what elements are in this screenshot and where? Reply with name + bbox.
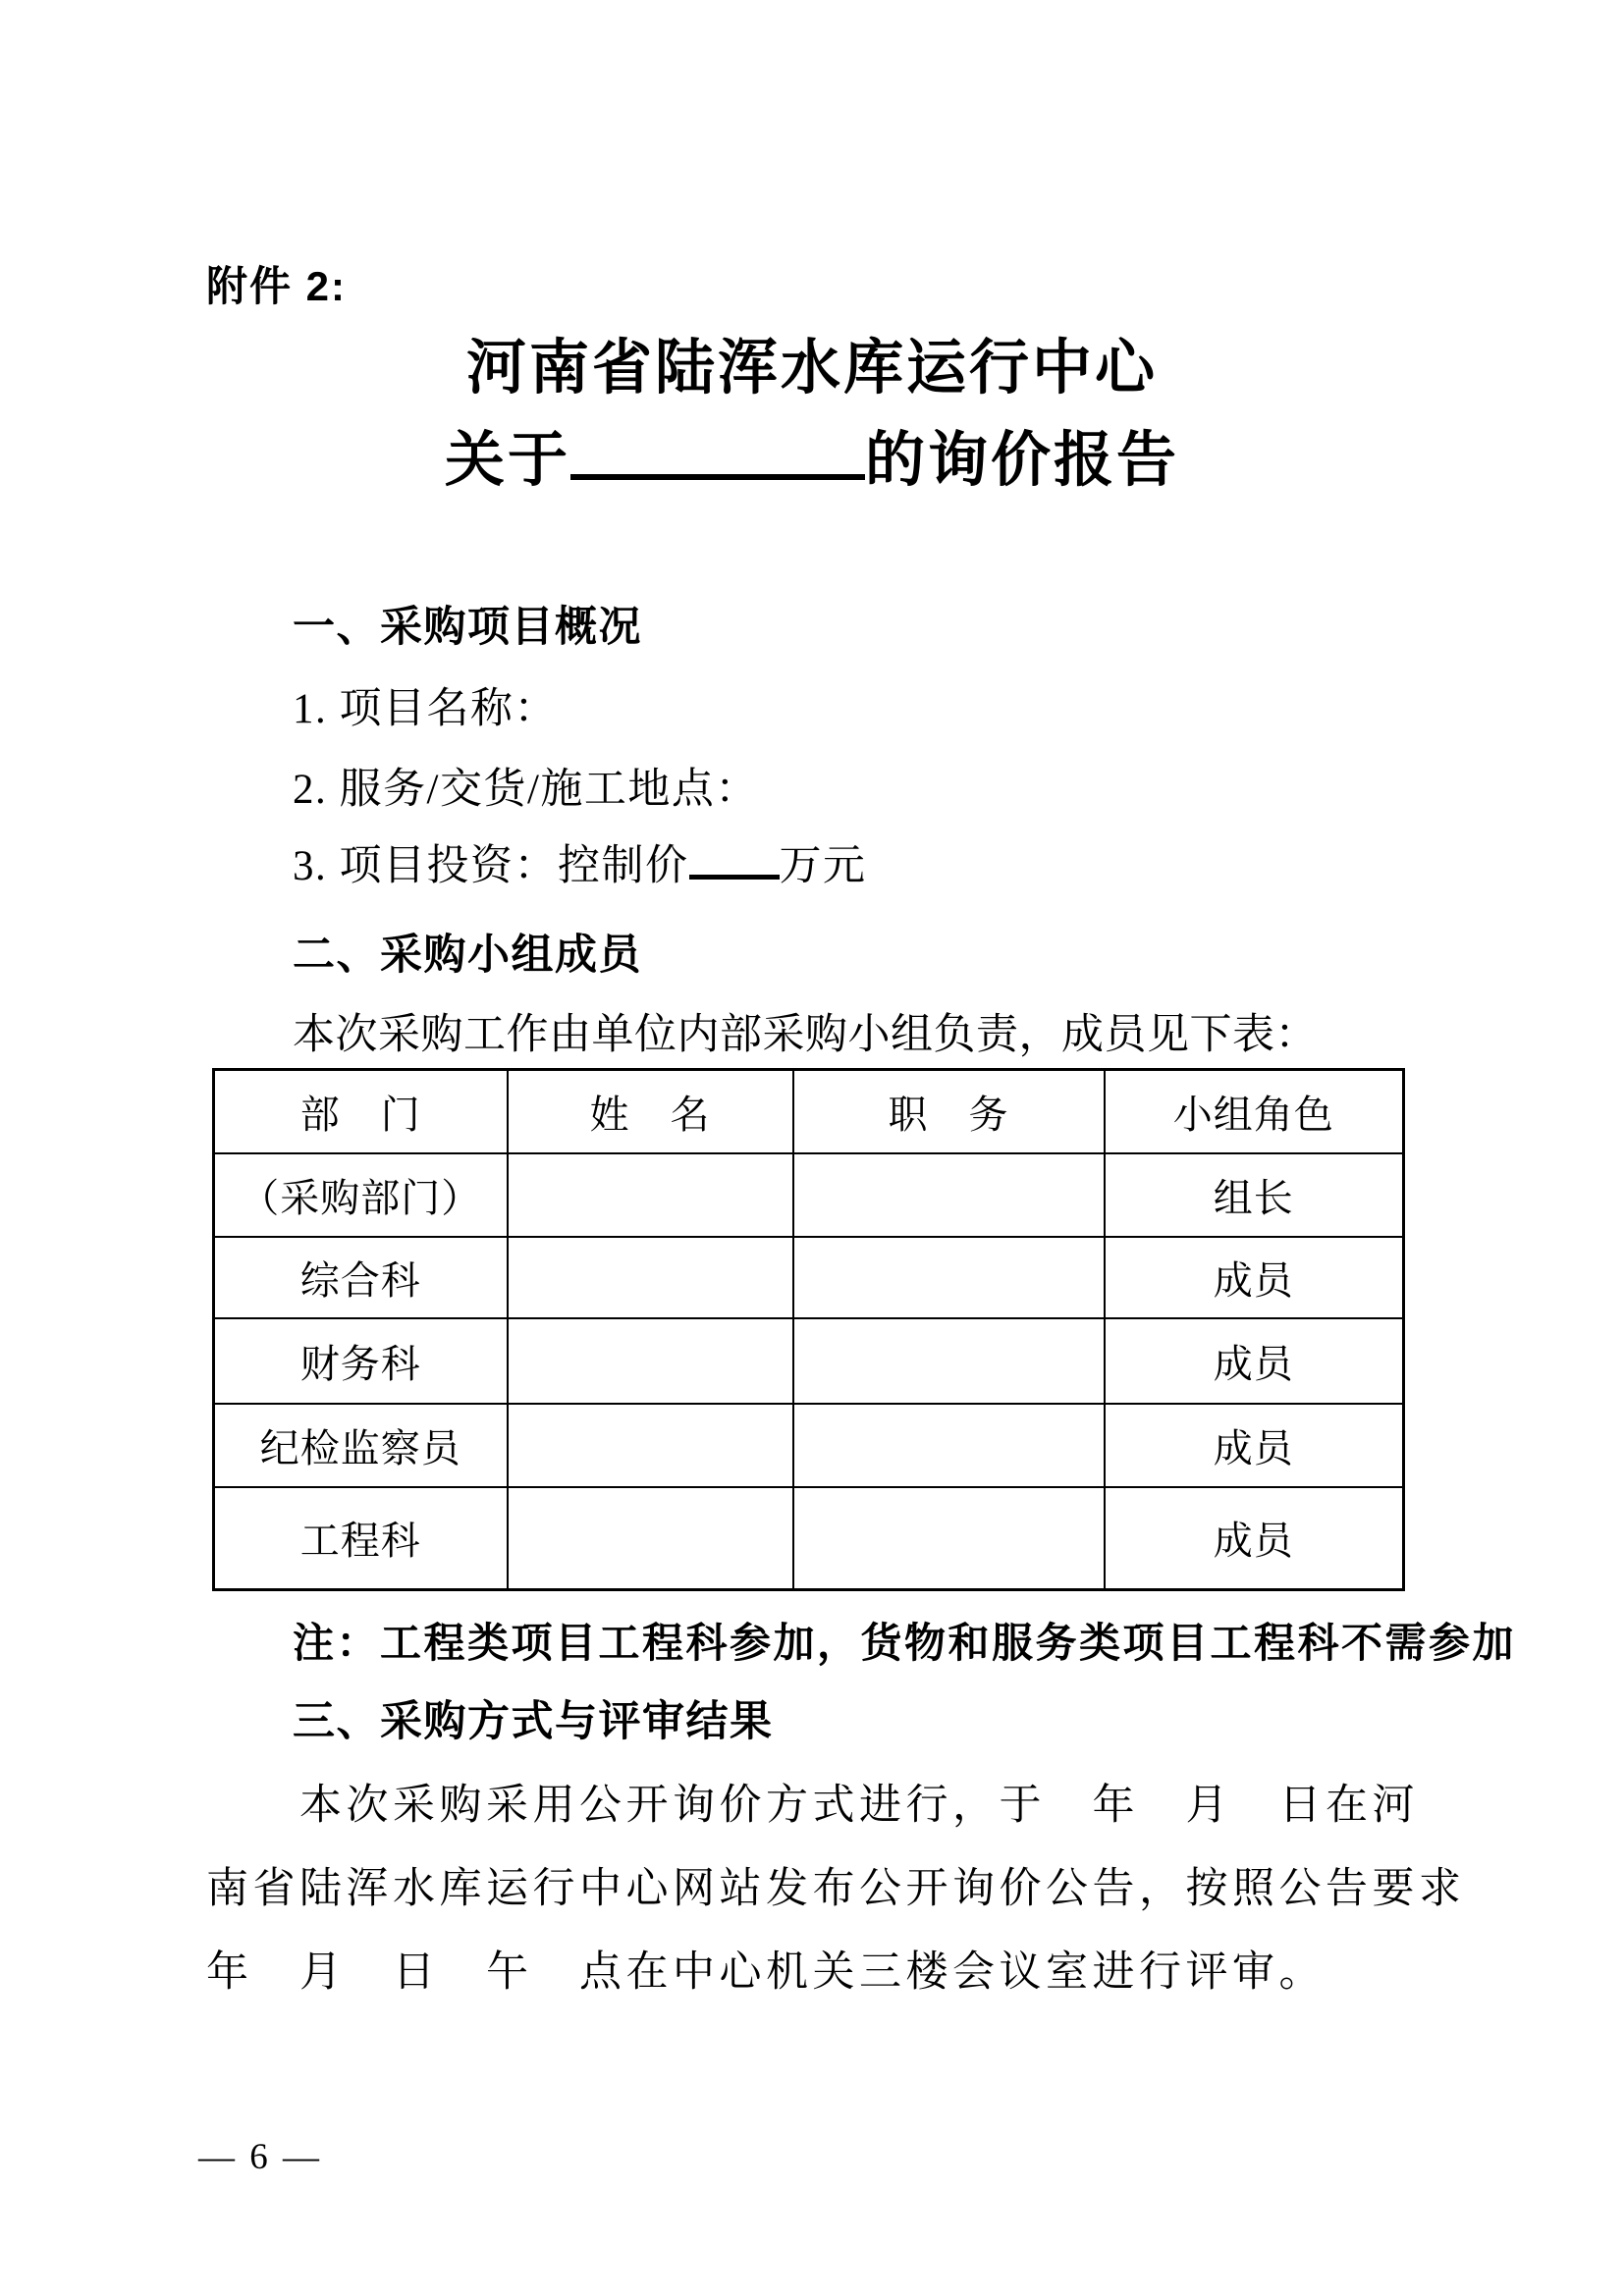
doc-title-line2 — [206, 426, 1418, 497]
cell-name — [508, 1404, 793, 1487]
item-project-name: 1. 项目名称： — [293, 686, 558, 732]
cell-department: 纪检监察员 — [214, 1404, 508, 1487]
cell-name — [508, 1487, 793, 1590]
control-price-blank-underline — [689, 875, 780, 880]
document-content — [206, 263, 1517, 2014]
cell-department: 财务科 — [214, 1318, 508, 1404]
method-paragraph — [206, 1764, 1466, 2014]
cell-role: 成员 — [1105, 1404, 1404, 1487]
cell-position — [793, 1237, 1105, 1318]
table-note: 注：工程类项目工程科参加，货物和服务类项目工程科不需参加 — [293, 1620, 1517, 1666]
cell-name — [508, 1153, 793, 1237]
section-heading-team: 二、采购小组成员 — [293, 932, 642, 979]
section-heading-method: 三、采购方式与评审结果 — [293, 1698, 774, 1745]
cell-position — [793, 1318, 1105, 1404]
doc-title-line2-prefix: 关于 — [444, 428, 570, 494]
table-row — [214, 1318, 1404, 1404]
item-project-investment — [206, 840, 1418, 893]
table-header-role: 小组角色 — [1105, 1070, 1404, 1153]
table-row — [214, 1153, 1404, 1237]
cell-name — [508, 1237, 793, 1318]
cell-name — [508, 1318, 793, 1404]
team-intro-paragraph: 本次采购工作由单位内部采购小组负责，成员见下表： — [293, 1012, 1318, 1058]
paragraph-line-2: 南省陆浑水库运行中心网站发布公开询价公告，按照公告要求 — [206, 1866, 1466, 1912]
cell-role: 成员 — [1105, 1487, 1404, 1590]
attachment-label: 附件 2: — [206, 263, 348, 309]
table-row — [214, 1237, 1404, 1318]
paragraph-line-3: 年 月 日 午 点在中心机关三楼会议室进行评审。 — [206, 1949, 1326, 1996]
cell-department: 工程科 — [214, 1487, 508, 1590]
item-project-investment-suffix: 万元 — [779, 843, 867, 889]
cell-role: 成员 — [1105, 1318, 1404, 1404]
table-header-row — [214, 1070, 1404, 1153]
cell-role: 成员 — [1105, 1237, 1404, 1318]
doc-title-line2-suffix: 的询价报告 — [865, 428, 1180, 494]
cell-position — [793, 1404, 1105, 1487]
table-header-department: 部 门 — [214, 1070, 508, 1153]
cell-role: 组长 — [1105, 1153, 1404, 1237]
item-project-investment-prefix: 3. 项目投资：控制价 — [293, 843, 689, 889]
table-header-name: 姓 名 — [508, 1070, 793, 1153]
page-number: — 6 — — [198, 2137, 322, 2177]
cell-position — [793, 1153, 1105, 1237]
item-service-location: 2. 服务/交货/施工地点： — [293, 767, 759, 813]
table-row — [214, 1487, 1404, 1590]
cell-department: （采购部门） — [214, 1153, 508, 1237]
cell-position — [793, 1487, 1105, 1590]
cell-department: 综合科 — [214, 1237, 508, 1318]
section-heading-overview: 一、采购项目概况 — [293, 604, 642, 651]
paragraph-line-1: 本次采购采用公开询价方式进行，于 年 月 日在河 — [299, 1783, 1419, 1829]
members-table — [212, 1068, 1405, 1591]
table-row — [214, 1404, 1404, 1487]
title-blank-underline — [570, 474, 865, 480]
doc-title-line1: 河南省陆浑水库运行中心 — [465, 336, 1158, 401]
table-header-position: 职 务 — [793, 1070, 1105, 1153]
